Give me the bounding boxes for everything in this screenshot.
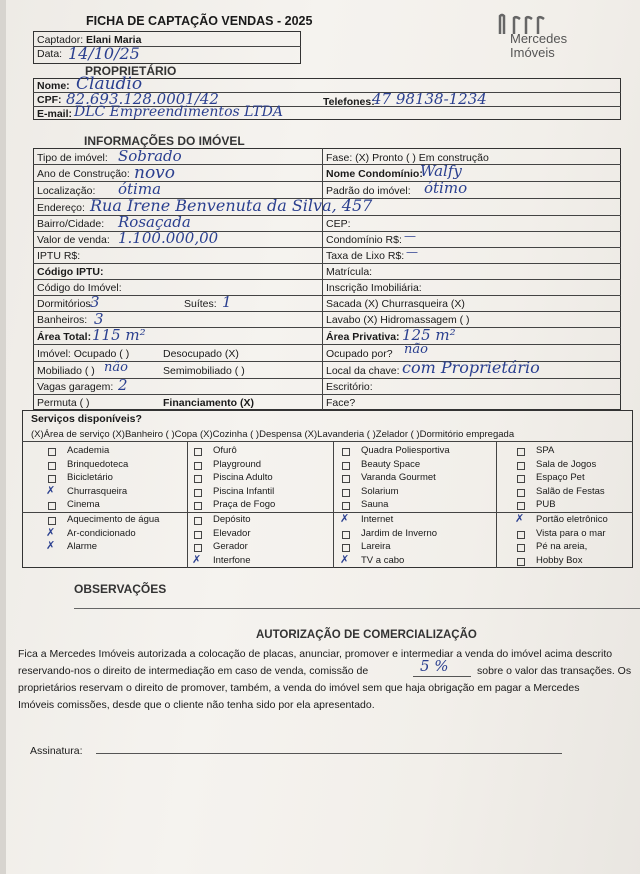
amenity-checkbox[interactable]: [517, 462, 525, 470]
padrao-value: ótimo: [424, 179, 468, 197]
amenity-checkbox[interactable]: [48, 448, 56, 456]
face-label: Face?: [326, 397, 356, 409]
amenity-checkbox[interactable]: [517, 544, 525, 552]
amenity-checkbox[interactable]: ✗: [340, 552, 350, 566]
data-label: Data:: [37, 48, 63, 60]
amenity-label: Internet: [361, 514, 394, 525]
amenity-checkbox[interactable]: ✗: [515, 512, 525, 525]
valor-value: 1.100.000,00: [118, 229, 219, 247]
autorizacao-line2b: sobre o valor das transações. Os: [477, 665, 632, 677]
amenity-label: PUB: [536, 499, 556, 510]
telefones-value: 47 98138-1234: [372, 90, 487, 108]
amenity-label: Elevador: [213, 527, 251, 539]
amenity-checkbox[interactable]: ✗: [192, 552, 202, 566]
email-value: DLC Empreendimentos LTDA: [74, 104, 283, 120]
amenity-checkbox[interactable]: [517, 502, 525, 510]
amenity-checkbox[interactable]: [194, 544, 202, 552]
banheiros-label: Banheiros:: [37, 314, 88, 326]
fase-label: Fase: (X) Pronto ( ) Em construção: [326, 152, 489, 164]
area-total-value: 115 m²: [92, 326, 146, 344]
amenity-label: Espaço Pet: [536, 472, 585, 483]
vagas-value: 2: [118, 376, 128, 394]
amenity-label: Gerador: [213, 541, 248, 552]
mobiliado-label: Mobiliado ( ): [37, 365, 95, 377]
autorizacao-line3: proprietários reservam o direito de promover, também, a venda do imóvel sem que haja obrigação em pagar a Mercedes: [18, 682, 580, 694]
amenity-checkbox[interactable]: [517, 448, 525, 456]
amenity-checkbox[interactable]: ✗: [46, 483, 56, 497]
amenity-checkbox[interactable]: ✗: [340, 512, 350, 525]
form-title: FICHA DE CAPTAÇÃO VENDAS - 2025: [86, 14, 313, 28]
logo-line2: Imóveis: [510, 45, 555, 60]
amenity-label: Ofurô: [213, 445, 237, 456]
vagas-label: Vagas garagem:: [37, 381, 114, 393]
semimobiliado-label: Semimobiliado ( ): [163, 365, 245, 377]
dormitorios-label: Dormitórios:: [37, 298, 94, 310]
autorizacao-line4: Imóveis comissões, desde que o cliente não tenha sido por ela apresentado.: [18, 699, 375, 711]
localizacao-value: ótima: [118, 180, 162, 198]
ocupado-por-label: Ocupado por?: [326, 348, 393, 360]
amenity-checkbox[interactable]: ✗: [46, 525, 56, 539]
tipo-label: Tipo de imóvel:: [37, 152, 108, 164]
amenity-label: Piscina Infantil: [213, 485, 275, 497]
amenity-label: Aquecimento de água: [67, 514, 160, 525]
amenity-checkbox[interactable]: [342, 531, 350, 539]
amenity-label: Praça de Fogo: [213, 499, 276, 510]
telefones-label: Telefones:: [323, 96, 375, 108]
amenity-label: Playground: [213, 458, 262, 470]
amenity-label: SPA: [536, 445, 555, 456]
suites-label: Suítes:: [184, 298, 217, 310]
amenity-label: Quadra Poliesportiva: [361, 445, 450, 456]
data-value: 14/10/25: [68, 44, 140, 63]
amenity-checkbox[interactable]: [342, 502, 350, 510]
local-chave-value: com Proprietário: [402, 358, 540, 377]
amenity-label: Depósito: [213, 514, 251, 525]
bairro-label: Bairro/Cidade:: [37, 218, 105, 230]
ano-label: Ano de Construção:: [37, 168, 130, 180]
amenity-label: Salão de Festas: [536, 485, 605, 497]
area-privativa-value: 125 m²: [402, 326, 456, 344]
amenity-checkbox[interactable]: [517, 489, 525, 497]
amenity-checkbox[interactable]: [342, 544, 350, 552]
cep-label: CEP:: [326, 218, 351, 230]
cpf-label: CPF:: [37, 94, 62, 106]
amenity-label: Varanda Gourmet: [361, 472, 436, 483]
inscricao-label: Inscrição Imobiliária:: [326, 282, 422, 294]
observacoes-title: OBSERVAÇÕES: [74, 582, 167, 596]
amenity-label: Brinquedoteca: [67, 458, 129, 470]
captador-label: Captador:: [37, 34, 84, 46]
amenity-label: Bicicletário: [67, 472, 113, 483]
suites-value: 1: [222, 293, 232, 311]
amenity-label: Cinema: [67, 499, 100, 510]
amenity-checkbox[interactable]: [517, 475, 525, 483]
amenity-label: Sala de Jogos: [536, 458, 597, 470]
autorizacao-line2a: reservando-nos o direito de intermediação em caso de venda, comissão de: [18, 665, 369, 677]
localizacao-label: Localização:: [37, 185, 96, 197]
bairro-value: Rosaçada: [118, 213, 191, 231]
lixo-label: Taxa de Lixo R$:: [326, 250, 405, 262]
amenity-checkbox[interactable]: [194, 462, 202, 470]
endereco-value: Rua Irene Benvenuta da Silva, 457: [90, 196, 373, 215]
area-privativa-label: Área Privativa:: [326, 331, 400, 343]
codigo-iptu-label: Código IPTU:: [37, 266, 104, 278]
amenity-label: Pé na areia,: [536, 541, 588, 552]
amenity-label: Beauty Space: [361, 458, 421, 470]
proprietario-title: PROPRIETÁRIO: [85, 64, 177, 78]
amenity-label: Ar-condicionado: [67, 527, 136, 539]
amenity-label: Solarium: [361, 485, 399, 497]
iptu-label: IPTU R$:: [37, 250, 81, 262]
amenity-label: Interfone: [213, 554, 251, 566]
matricula-label: Matrícula:: [326, 266, 373, 278]
condominio-label: Nome Condomínio:: [326, 168, 423, 180]
amenity-checkbox[interactable]: ✗: [46, 539, 56, 552]
amenity-label: Vista para o mar: [536, 527, 606, 539]
amenity-checkbox[interactable]: [194, 489, 202, 497]
desocupado-label: Desocupado (X): [163, 348, 239, 360]
mobiliado-value: não: [104, 360, 128, 375]
imovel-ocupado-label: Imóvel: Ocupado ( ): [37, 348, 130, 360]
servicos-title: Serviços disponíveis?: [31, 413, 142, 425]
assinatura-line[interactable]: [96, 753, 562, 754]
amenity-checkbox[interactable]: [517, 531, 525, 539]
financiamento-label: Financiamento (X): [163, 397, 255, 409]
endereco-label: Endereço:: [37, 202, 85, 214]
condominio-rs-value: —: [404, 229, 416, 243]
area-total-label: Área Total:: [37, 331, 92, 343]
autorizacao-line1: Fica a Mercedes Imóveis autorizada a colocação de placas, anunciar, promover e intermediar a venda do imóvel acima descrito: [18, 648, 613, 660]
amenity-checkbox[interactable]: [48, 502, 56, 510]
amenity-checkbox[interactable]: [194, 448, 202, 456]
amenity-checkbox[interactable]: [342, 475, 350, 483]
banheiros-value: 3: [94, 310, 104, 328]
local-chave-label: Local da chave:: [326, 365, 400, 377]
nome-value: Claudio: [76, 74, 143, 94]
amenity-label: Sauna: [361, 499, 389, 510]
nome-label: Nome:: [37, 80, 70, 92]
condominio-value: Walfy: [420, 162, 462, 180]
amenity-checkbox[interactable]: [517, 558, 525, 566]
tipo-value: Sobrado: [118, 147, 182, 165]
amenity-label: TV a cabo: [361, 554, 405, 566]
amenity-checkbox[interactable]: [48, 517, 56, 525]
logo-line1: Mercedes: [510, 31, 568, 46]
amenity-checkbox[interactable]: [194, 502, 202, 510]
comissao-value: 5 %: [420, 657, 449, 675]
amenity-label: Academia: [67, 445, 110, 456]
amenity-label: Churrasqueira: [67, 485, 128, 497]
escritorio-label: Escritório:: [326, 381, 373, 393]
ocupado-por-value: não: [404, 342, 428, 357]
lavabo-label: Lavabo (X) Hidromassagem ( ): [326, 314, 470, 326]
amenity-checkbox[interactable]: [342, 462, 350, 470]
padrao-label: Padrão do imóvel:: [326, 185, 411, 197]
dormitorios-value: 3: [90, 293, 100, 311]
cpf-value: 82.693.128.0001/42: [66, 90, 219, 108]
amenity-label: Portão eletrônico: [536, 514, 608, 525]
amenity-label: Jardim de Inverno: [361, 527, 438, 539]
amenity-label: Alarme: [67, 541, 98, 552]
servicos-line: (X)Área de serviço (X)Banheiro ( )Copa (X)Cozinha ( )Despensa (X)Lavanderia ( )Zelador ( )Dormitório empregada: [31, 429, 515, 440]
amenity-checkbox[interactable]: [194, 475, 202, 483]
amenity-checkbox[interactable]: [48, 475, 56, 483]
email-label: E-mail:: [37, 108, 73, 120]
sacada-label: Sacada (X) Churrasqueira (X): [326, 298, 465, 310]
condominio-rs-label: Condomínio R$:: [326, 234, 402, 246]
lixo-value: —: [406, 245, 418, 259]
captador-value: Elani Maria: [86, 34, 142, 46]
amenity-checkbox[interactable]: [194, 517, 202, 525]
permuta-label: Permuta ( ): [37, 397, 90, 409]
codigo-imovel-label: Código do Imóvel:: [37, 282, 122, 294]
amenity-checkbox[interactable]: [342, 489, 350, 497]
amenity-checkbox[interactable]: [194, 531, 202, 539]
valor-label: Valor de venda:: [37, 234, 110, 246]
amenity-label: Hobby Box: [536, 554, 583, 566]
amenity-checkbox[interactable]: [48, 462, 56, 470]
autorizacao-title: AUTORIZAÇÃO DE COMERCIALIZAÇÃO: [256, 629, 477, 641]
imovel-title: INFORMAÇÕES DO IMÓVEL: [84, 134, 245, 148]
assinatura-label: Assinatura:: [30, 745, 83, 757]
amenity-label: Piscina Adulto: [213, 472, 273, 483]
ano-value: novo: [134, 163, 176, 183]
amenity-checkbox[interactable]: [342, 448, 350, 456]
amenity-label: Lareira: [361, 541, 391, 552]
